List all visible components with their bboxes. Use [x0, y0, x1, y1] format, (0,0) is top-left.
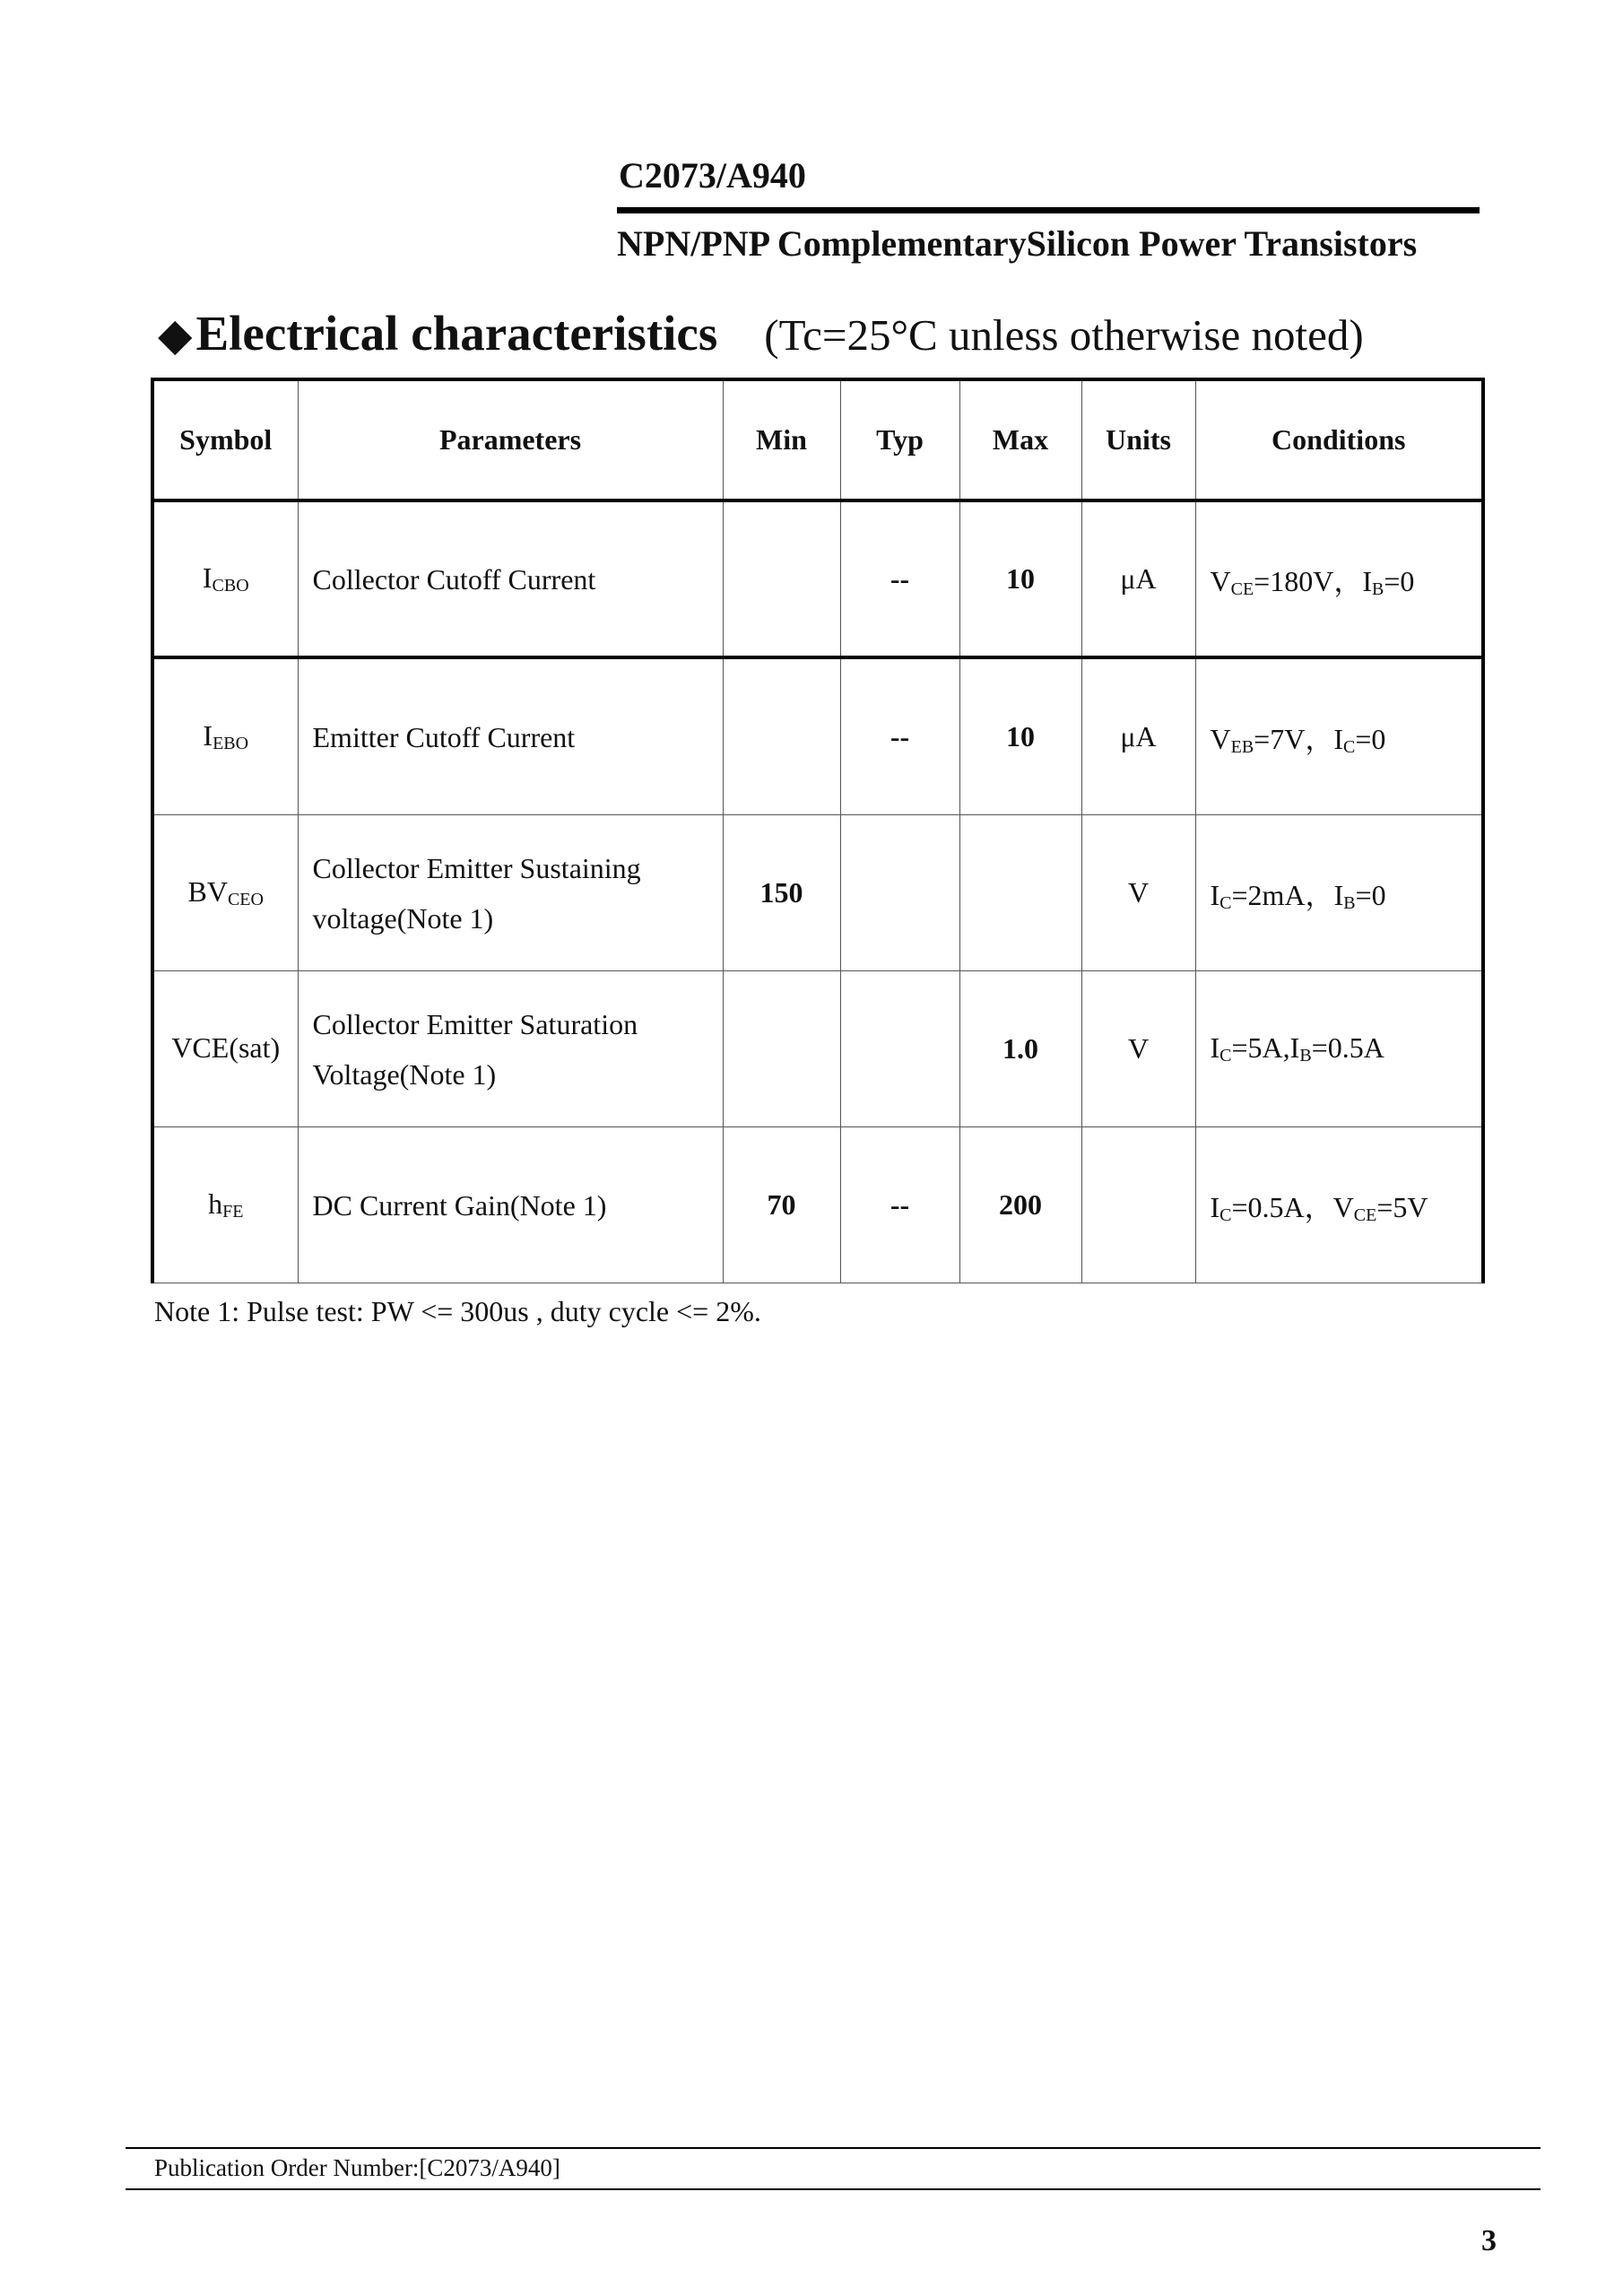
condition-symbol: I	[1210, 878, 1220, 911]
table-row	[152, 1127, 1483, 1283]
max-value: 10	[1006, 720, 1035, 752]
document-subtitle: NPN/PNP ComplementarySilicon Power Transistors	[617, 223, 1418, 264]
condition-value: =5V	[1376, 1190, 1428, 1223]
min-cell	[723, 500, 840, 657]
footer-rule-top	[126, 2147, 1541, 2149]
page-number: 3	[1481, 2224, 1497, 2257]
header-typ: Typ	[840, 379, 959, 500]
max-cell	[959, 657, 1081, 815]
conditions-cell	[1195, 1127, 1483, 1283]
units-cell	[1081, 657, 1195, 815]
part-number: C2073/A940	[619, 155, 806, 196]
symbol-subscript: FE	[222, 1202, 244, 1222]
max-cell	[959, 1127, 1081, 1283]
typ-value: --	[890, 1188, 910, 1221]
header-units: Units	[1081, 379, 1195, 500]
condition-symbol: I	[1362, 564, 1372, 597]
min-cell	[723, 971, 840, 1127]
min-cell	[723, 657, 840, 815]
condition-value: =0	[1355, 878, 1386, 911]
typ-cell	[840, 1127, 959, 1283]
symbol-main: h	[208, 1187, 223, 1220]
condition-value: =0.5A，	[1231, 1190, 1333, 1223]
header-symbol: Symbol	[152, 379, 298, 500]
condition-value: =0	[1355, 722, 1386, 755]
condition-value: =0	[1384, 564, 1415, 597]
condition-subscript: C	[1343, 736, 1356, 757]
symbol-cell	[152, 657, 298, 815]
diamond-bullet-icon: ◆	[158, 309, 193, 360]
table-row	[152, 815, 1483, 971]
condition-subscript: C	[1219, 1046, 1232, 1065]
footnote: Note 1: Pulse test: PW <= 300us , duty cycle <= 2%.	[154, 1295, 761, 1327]
units-cell	[1081, 815, 1195, 971]
header-parameters: Parameters	[298, 379, 723, 500]
publication-order-number: Publication Order Number:[C2073/A940]	[154, 2154, 560, 2181]
condition-value: =7V，	[1254, 722, 1334, 755]
symbol-main: I	[202, 561, 213, 594]
electrical-characteristics-table	[151, 378, 1485, 1283]
symbol-main: BV	[187, 875, 228, 908]
condition-symbol: I	[1210, 1190, 1220, 1223]
min-cell	[723, 1127, 840, 1283]
typ-value: --	[890, 562, 910, 595]
condition-symbol: V	[1332, 1190, 1354, 1223]
condition-value: =180V，	[1254, 564, 1363, 597]
typ-cell	[840, 500, 959, 657]
table-row	[152, 500, 1483, 657]
condition-symbol: I	[1333, 722, 1343, 755]
condition-subscript: C	[1219, 892, 1232, 913]
symbol-cell	[152, 815, 298, 971]
header-max: Max	[959, 379, 1081, 500]
condition-subscript: CE	[1230, 578, 1254, 599]
parameter-cell	[298, 500, 723, 657]
symbol-main: VCE(sat)	[171, 1031, 281, 1064]
condition-subscript: B	[1343, 892, 1356, 913]
conditions-cell	[1195, 971, 1483, 1127]
table-row	[152, 971, 1483, 1127]
symbol-cell	[152, 500, 298, 657]
condition-value: =0.5A	[1311, 1031, 1384, 1064]
max-value: 1.0	[1002, 1032, 1038, 1065]
conditions-cell	[1195, 657, 1483, 815]
min-value: 70	[767, 1188, 796, 1221]
typ-cell	[840, 971, 959, 1127]
parameter-cell	[298, 657, 723, 815]
max-cell	[959, 971, 1081, 1127]
header-rule	[617, 207, 1480, 213]
condition-subscript: C	[1219, 1205, 1232, 1225]
min-cell	[723, 815, 840, 971]
units-value: V	[1127, 1032, 1150, 1065]
parameter-line-1: DC Current Gain(Note 1)	[312, 1188, 607, 1222]
units-value: V	[1127, 876, 1150, 909]
condition-symbol: V	[1210, 564, 1231, 597]
parameter-line-2: Voltage(Note 1)	[312, 1057, 497, 1091]
condition-value: =2mA，	[1231, 878, 1334, 911]
parameter-cell	[298, 1127, 723, 1283]
parameter-line-1: Collector Emitter Sustaining	[312, 851, 641, 884]
condition-symbol: I	[1333, 878, 1344, 911]
conditions-cell	[1195, 815, 1483, 971]
parameter-cell	[298, 815, 723, 971]
condition-subscript: CE	[1353, 1205, 1377, 1225]
condition-symbol: I	[1289, 1031, 1300, 1064]
units-value: μA	[1120, 562, 1157, 595]
units-value: μA	[1120, 720, 1157, 752]
parameter-line-1: Emitter Cutoff Current	[312, 720, 576, 753]
symbol-subscript: EBO	[213, 734, 249, 753]
min-value: 150	[759, 876, 803, 909]
parameter-line-1: Collector Cutoff Current	[312, 562, 596, 596]
symbol-main: I	[203, 719, 213, 752]
max-value: 10	[1006, 562, 1035, 595]
typ-cell	[840, 815, 959, 971]
symbol-cell	[152, 1127, 298, 1283]
condition-value: =5A,	[1231, 1031, 1290, 1064]
footer-rule-bottom	[126, 2188, 1541, 2190]
condition-subscript: EB	[1230, 736, 1254, 757]
units-cell	[1081, 1127, 1195, 1283]
parameter-line-2: voltage(Note 1)	[312, 901, 494, 935]
units-cell	[1081, 971, 1195, 1127]
typ-cell	[840, 657, 959, 815]
table-header-row	[152, 379, 1483, 500]
section-condition: (Tc=25°C unless otherwise noted)	[764, 310, 1364, 360]
header-conditions: Conditions	[1195, 379, 1483, 500]
condition-symbol: I	[1210, 1031, 1220, 1064]
symbol-subscript: CEO	[227, 890, 264, 909]
symbol-subscript: CBO	[212, 576, 249, 596]
conditions-cell	[1195, 500, 1483, 657]
condition-subscript: B	[1299, 1046, 1312, 1065]
units-cell	[1081, 500, 1195, 657]
parameter-line-1: Collector Emitter Saturation	[312, 1007, 638, 1040]
condition-subscript: B	[1372, 578, 1384, 599]
max-value: 200	[999, 1188, 1042, 1221]
symbol-cell	[152, 971, 298, 1127]
max-cell	[959, 500, 1081, 657]
parameter-cell	[298, 971, 723, 1127]
table-row	[152, 657, 1483, 815]
header-min: Min	[723, 379, 840, 500]
section-title: Electrical characteristics	[195, 306, 718, 361]
section-heading	[158, 305, 1364, 361]
condition-symbol: V	[1210, 722, 1231, 755]
max-cell	[959, 815, 1081, 971]
typ-value: --	[890, 720, 910, 752]
